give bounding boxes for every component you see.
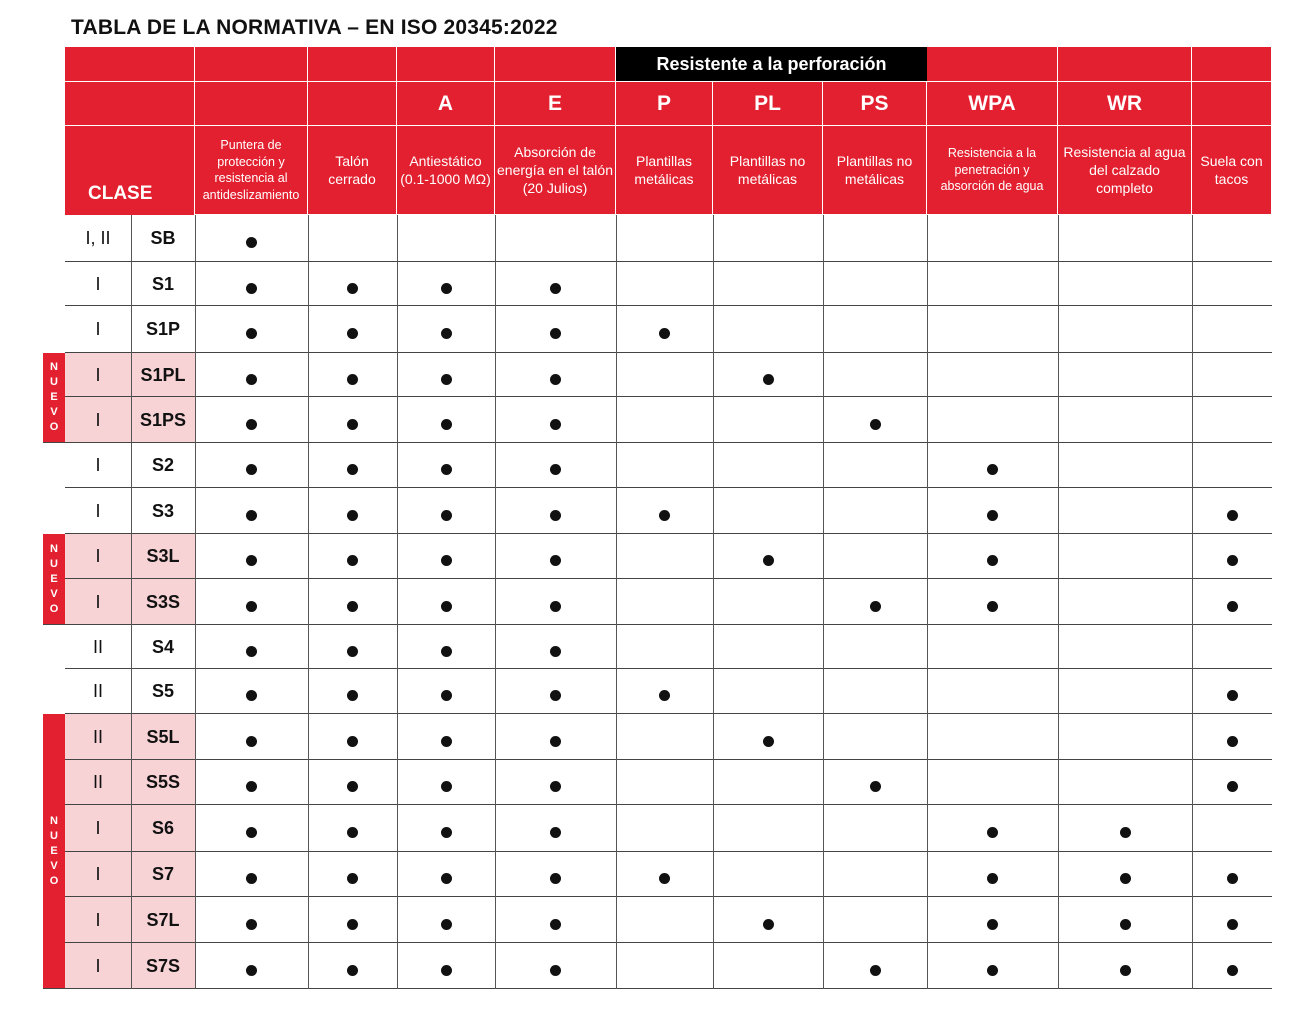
nuevo-letter: E bbox=[50, 844, 58, 857]
column-divider bbox=[616, 215, 617, 989]
requirement-dot bbox=[1227, 510, 1238, 521]
row-clase: I bbox=[95, 955, 101, 976]
row-code: S1PL bbox=[140, 364, 186, 385]
requirement-dot bbox=[246, 510, 257, 521]
requirement-dot bbox=[763, 374, 774, 385]
requirement-dot bbox=[347, 374, 358, 385]
requirement-dot bbox=[347, 827, 358, 838]
requirement-dot bbox=[347, 736, 358, 747]
requirement-dot bbox=[441, 873, 452, 884]
requirement-dot bbox=[550, 781, 561, 792]
requirement-dot bbox=[441, 781, 452, 792]
column-description: Absorción de energía en el talón (20 Julios) bbox=[495, 126, 616, 215]
column-code-PS: PS bbox=[823, 82, 927, 126]
requirement-dot bbox=[550, 873, 561, 884]
column-divider bbox=[823, 215, 824, 989]
row-clase: I bbox=[95, 591, 101, 612]
header-clase-block bbox=[65, 47, 195, 82]
row-code: S5S bbox=[145, 772, 181, 792]
requirement-dot bbox=[246, 555, 257, 566]
row-code: S4 bbox=[151, 636, 175, 657]
row-divider bbox=[43, 988, 1272, 989]
requirement-dot bbox=[246, 827, 257, 838]
requirement-dot bbox=[987, 555, 998, 566]
requirement-dot bbox=[870, 965, 881, 976]
requirement-dot bbox=[347, 464, 358, 475]
requirement-dot bbox=[550, 965, 561, 976]
nuevo-tag bbox=[43, 353, 65, 442]
nuevo-letter: V bbox=[50, 859, 58, 872]
nuevo-letter: N bbox=[50, 814, 58, 827]
row-code: S3 bbox=[151, 500, 175, 521]
header-top-cell bbox=[195, 47, 308, 82]
requirement-dot bbox=[441, 374, 452, 385]
requirement-dot bbox=[246, 374, 257, 385]
row-clase: I bbox=[95, 909, 101, 930]
row-divider bbox=[43, 942, 1272, 943]
row-code: S5 bbox=[151, 681, 175, 701]
requirement-dot bbox=[550, 827, 561, 838]
requirement-dot bbox=[870, 601, 881, 612]
row-divider bbox=[43, 442, 1272, 443]
row-code: S3L bbox=[146, 546, 180, 566]
column-code-A: A bbox=[397, 82, 495, 126]
nuevo-letter: O bbox=[49, 874, 59, 887]
requirement-dot bbox=[763, 736, 774, 747]
column-description: Resistencia al agua del calzado completo bbox=[1058, 126, 1192, 215]
column-divider bbox=[1192, 215, 1193, 989]
header-top-cell bbox=[1058, 47, 1192, 82]
requirement-dot bbox=[1227, 873, 1238, 884]
nuevo-letter: U bbox=[50, 557, 58, 570]
column-description: Plantillas no metálicas bbox=[823, 126, 927, 215]
requirement-dot bbox=[987, 827, 998, 838]
requirement-dot bbox=[246, 464, 257, 475]
requirement-dot bbox=[347, 919, 358, 930]
row-code: S1P bbox=[145, 319, 181, 339]
row-divider bbox=[65, 305, 1272, 306]
row-clase: II bbox=[92, 636, 103, 657]
row-divider bbox=[65, 713, 1272, 714]
requirement-dot bbox=[441, 736, 452, 747]
nuevo-letter: U bbox=[50, 376, 58, 388]
requirement-dot bbox=[550, 419, 561, 430]
row-divider bbox=[43, 624, 1272, 625]
row-divider bbox=[43, 396, 1272, 397]
row-divider bbox=[65, 261, 1272, 262]
requirement-dot bbox=[441, 555, 452, 566]
row-clase: II bbox=[92, 726, 103, 747]
requirement-dot bbox=[347, 328, 358, 339]
requirement-dot bbox=[246, 965, 257, 976]
requirement-dot bbox=[987, 464, 998, 475]
header-clase-block bbox=[65, 82, 195, 126]
requirement-dot bbox=[347, 510, 358, 521]
header-top-cell bbox=[308, 47, 397, 82]
column-code-E: E bbox=[495, 82, 616, 126]
row-code: S7L bbox=[146, 909, 180, 930]
nuevo-letter: V bbox=[50, 587, 58, 600]
requirement-dot bbox=[1120, 965, 1131, 976]
row-code: SB bbox=[150, 228, 176, 248]
requirement-dot bbox=[441, 464, 452, 475]
column-divider bbox=[927, 215, 928, 989]
nuevo-letter: E bbox=[50, 391, 58, 403]
requirement-dot bbox=[987, 510, 998, 521]
requirement-dot bbox=[1120, 873, 1131, 884]
nuevo-letter: E bbox=[50, 572, 58, 585]
requirement-dot bbox=[246, 919, 257, 930]
requirement-dot bbox=[659, 328, 670, 339]
requirement-dot bbox=[441, 601, 452, 612]
page-title: TABLA DE LA NORMATIVA – EN ISO 20345:2022 bbox=[71, 16, 558, 39]
row-code: S1PS bbox=[139, 409, 187, 430]
row-code: S3S bbox=[145, 591, 181, 612]
requirement-dot bbox=[441, 690, 452, 701]
requirement-dot bbox=[347, 781, 358, 792]
requirement-dot bbox=[1120, 827, 1131, 838]
row-code: S6 bbox=[151, 818, 175, 838]
requirement-dot bbox=[441, 646, 452, 657]
column-divider bbox=[308, 215, 309, 989]
requirement-dot bbox=[347, 555, 358, 566]
row-clase: II bbox=[92, 681, 103, 701]
row-code: S7S bbox=[145, 955, 181, 976]
nuevo-letter: O bbox=[49, 602, 59, 615]
row-clase: I bbox=[95, 455, 101, 475]
column-description: Talón cerrado bbox=[308, 126, 397, 215]
nuevo-letter: N bbox=[50, 542, 58, 555]
row-divider bbox=[65, 487, 1272, 488]
row-divider bbox=[43, 759, 1272, 760]
requirement-dot bbox=[987, 873, 998, 884]
requirement-dot bbox=[246, 237, 257, 248]
requirement-dot bbox=[659, 510, 670, 521]
header-top-cell bbox=[397, 47, 495, 82]
requirement-dot bbox=[763, 555, 774, 566]
requirement-dot bbox=[347, 601, 358, 612]
requirement-dot bbox=[441, 419, 452, 430]
requirement-dot bbox=[1227, 736, 1238, 747]
row-code: S7 bbox=[151, 864, 175, 884]
column-divider bbox=[195, 215, 196, 989]
row-code: S2 bbox=[151, 455, 175, 475]
row-divider bbox=[43, 804, 1272, 805]
perforation-banner: Resistente a la perforación bbox=[616, 47, 927, 81]
nuevo-letter: V bbox=[50, 406, 58, 418]
row-clase: I bbox=[95, 864, 101, 884]
column-description: Suela con tacos bbox=[1192, 126, 1272, 215]
row-clase: I bbox=[95, 273, 101, 294]
requirement-dot bbox=[246, 646, 257, 657]
row-code: S1 bbox=[151, 273, 175, 294]
requirement-dot bbox=[441, 965, 452, 976]
requirement-dot bbox=[659, 690, 670, 701]
requirement-dot bbox=[246, 690, 257, 701]
row-clase: I bbox=[95, 500, 101, 521]
row-divider bbox=[65, 352, 1272, 353]
row-clase: I bbox=[95, 818, 101, 838]
requirement-dot bbox=[550, 736, 561, 747]
row-divider bbox=[65, 668, 1272, 669]
nuevo-letter: N bbox=[50, 361, 58, 373]
requirement-dot bbox=[246, 781, 257, 792]
requirement-dot bbox=[441, 919, 452, 930]
row-divider bbox=[65, 533, 1272, 534]
requirement-dot bbox=[550, 555, 561, 566]
column-code-blank bbox=[308, 82, 397, 126]
requirement-dot bbox=[550, 601, 561, 612]
row-clase: I bbox=[95, 364, 101, 385]
requirement-dot bbox=[1227, 601, 1238, 612]
requirement-dot bbox=[246, 736, 257, 747]
requirement-dot bbox=[763, 919, 774, 930]
column-description: Puntera de protección y resistencia al antideslizamiento bbox=[195, 126, 308, 215]
requirement-dot bbox=[1120, 919, 1131, 930]
column-code-PL: PL bbox=[713, 82, 823, 126]
requirement-dot bbox=[347, 283, 358, 294]
requirement-dot bbox=[1227, 965, 1238, 976]
requirement-dot bbox=[550, 919, 561, 930]
column-code-WR: WR bbox=[1058, 82, 1192, 126]
requirement-dot bbox=[550, 328, 561, 339]
requirement-dot bbox=[987, 965, 998, 976]
column-code-blank bbox=[195, 82, 308, 126]
requirement-dot bbox=[246, 419, 257, 430]
nuevo-letter: O bbox=[49, 421, 59, 433]
column-divider bbox=[1058, 215, 1059, 989]
requirement-dot bbox=[550, 510, 561, 521]
row-code: S5L bbox=[146, 726, 180, 747]
requirement-dot bbox=[347, 690, 358, 701]
requirement-dot bbox=[1227, 555, 1238, 566]
requirement-dot bbox=[870, 419, 881, 430]
row-clase: I, II bbox=[85, 228, 111, 248]
row-divider bbox=[43, 896, 1272, 897]
row-clase: I bbox=[95, 409, 101, 430]
header-top-cell bbox=[927, 47, 1058, 82]
column-divider bbox=[131, 215, 132, 989]
requirement-dot bbox=[347, 646, 358, 657]
requirement-dot bbox=[1227, 919, 1238, 930]
requirement-dot bbox=[246, 873, 257, 884]
nuevo-tag bbox=[43, 714, 65, 988]
row-clase: I bbox=[95, 546, 101, 566]
requirement-dot bbox=[347, 873, 358, 884]
row-clase: I bbox=[95, 319, 101, 339]
column-divider bbox=[713, 215, 714, 989]
column-code-WPA: WPA bbox=[927, 82, 1058, 126]
column-description: Resistencia a la penetración y absorción de agua bbox=[927, 126, 1058, 215]
column-code-P: P bbox=[616, 82, 713, 126]
column-description: Plantillas metálicas bbox=[616, 126, 713, 215]
column-code-blank bbox=[1192, 82, 1272, 126]
column-description: Antiestático (0.1-1000 MΩ) bbox=[397, 126, 495, 215]
requirement-dot bbox=[347, 965, 358, 976]
requirement-dot bbox=[659, 873, 670, 884]
column-divider bbox=[495, 215, 496, 989]
requirement-dot bbox=[441, 827, 452, 838]
requirement-dot bbox=[1227, 781, 1238, 792]
column-divider bbox=[397, 215, 398, 989]
requirement-dot bbox=[550, 374, 561, 385]
row-divider bbox=[43, 578, 1272, 579]
nuevo-tag bbox=[43, 534, 65, 624]
row-divider bbox=[43, 851, 1272, 852]
requirement-dot bbox=[550, 646, 561, 657]
nuevo-letter: U bbox=[50, 829, 58, 842]
requirement-dot bbox=[246, 328, 257, 339]
row-clase: II bbox=[92, 772, 103, 792]
requirement-dot bbox=[987, 919, 998, 930]
requirement-dot bbox=[550, 690, 561, 701]
requirement-dot bbox=[987, 601, 998, 612]
requirement-dot bbox=[246, 601, 257, 612]
column-description: Plantillas no metálicas bbox=[713, 126, 823, 215]
requirement-dot bbox=[550, 283, 561, 294]
header-top-cell bbox=[1192, 47, 1272, 82]
header-top-cell bbox=[495, 47, 616, 82]
clase-label: CLASE bbox=[88, 183, 153, 204]
requirement-dot bbox=[347, 419, 358, 430]
requirement-dot bbox=[441, 283, 452, 294]
requirement-dot bbox=[441, 510, 452, 521]
requirement-dot bbox=[441, 328, 452, 339]
requirement-dot bbox=[1227, 690, 1238, 701]
requirement-dot bbox=[246, 283, 257, 294]
requirement-dot bbox=[550, 464, 561, 475]
requirement-dot bbox=[870, 781, 881, 792]
